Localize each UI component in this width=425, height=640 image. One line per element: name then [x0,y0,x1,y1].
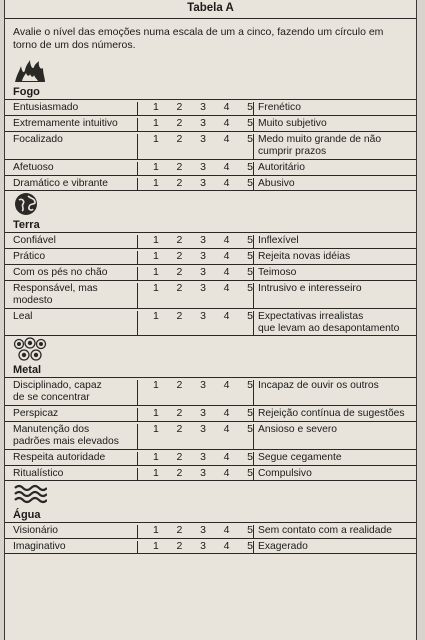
positive-trait-text: Disciplinado, capaz [13,380,102,391]
positive-trait-text: Com os pés no chão [13,267,108,278]
rating-option[interactable]: 2 [176,234,183,246]
rating-option[interactable]: 1 [153,282,159,294]
rating-option[interactable]: 2 [176,133,183,145]
rating-option[interactable]: 2 [176,282,183,294]
rating-scale [153,408,253,420]
rating-option[interactable]: 3 [200,177,206,189]
rating-scale [153,311,253,323]
rating-option[interactable]: 5 [247,467,253,479]
rating-scale [153,134,253,146]
positive-trait [13,102,138,115]
rating-scale [153,525,253,537]
rating-option[interactable]: 4 [223,234,230,246]
rating-option[interactable]: 4 [223,540,230,552]
rating-option[interactable]: 1 [153,540,159,552]
positive-trait-text: modesto [13,294,53,306]
rating-scale [153,283,253,295]
positive-trait-text: Respeita autoridade [13,452,106,463]
rating-option[interactable]: 5 [247,540,253,552]
rating-option[interactable]: 1 [153,117,159,129]
negative-trait [253,311,418,335]
rating-scale [153,102,253,114]
rating-option[interactable]: 1 [153,451,159,463]
positive-trait-text: Confiável [13,235,56,246]
rating-option[interactable]: 4 [223,117,230,129]
rating-option[interactable]: 4 [223,133,230,145]
negative-trait-text: Intrusivo e interesseiro [258,283,362,294]
section-name: Metal [13,364,42,376]
positive-trait [13,311,138,335]
rating-option[interactable]: 3 [200,161,206,173]
table-row [5,522,416,538]
rating-option[interactable]: 4 [223,524,230,536]
positive-trait [13,525,138,538]
rating-option[interactable]: 2 [176,266,183,278]
negative-trait-text: Autoritário [258,162,305,173]
section-header [5,191,416,232]
positive-trait-text: Perspicaz [13,408,59,419]
rating-option[interactable]: 3 [200,467,206,479]
negative-trait [253,468,418,480]
positive-trait-text: Afetuoso [13,162,54,173]
rating-option[interactable]: 5 [247,310,253,322]
section-header [5,58,416,99]
instructions-text: Avalie o nível das emoções numa escala de um a cinco, fazendo um círculo em torno de um dos números. [13,26,384,51]
rating-option[interactable]: 3 [200,282,206,294]
rating-option[interactable]: 5 [247,407,253,419]
rating-option[interactable]: 5 [247,282,253,294]
rating-option[interactable]: 4 [223,250,230,262]
rating-option[interactable]: 2 [176,451,183,463]
negative-trait [253,452,418,465]
positive-trait-text: Ritualístico [13,468,64,479]
positive-trait [13,118,138,131]
table-title: Tabela A [5,0,416,19]
rating-option[interactable]: 4 [223,423,230,435]
negative-trait-text: que levam ao desapontamento [258,322,400,334]
section-name: Terra [13,219,40,231]
rating-option[interactable]: 3 [200,250,206,262]
rating-option[interactable]: 4 [223,101,230,113]
positive-trait-text: Focalizado [13,134,63,145]
rating-option[interactable]: 2 [176,467,183,479]
negative-trait [253,134,418,159]
rating-option[interactable]: 2 [176,177,183,189]
negative-trait-text: Compulsivo [258,468,312,479]
negative-trait-text: Medo muito grande de não [258,134,382,145]
rating-scale [153,452,253,464]
rating-option[interactable]: 3 [200,451,206,463]
section-header [5,336,416,377]
rating-option[interactable]: 4 [223,451,230,463]
rating-scale [153,162,253,174]
positive-trait [13,283,138,308]
negative-trait-text: Exagerado [258,541,308,552]
section-rows [5,522,416,554]
rating-option[interactable]: 2 [176,379,183,391]
rating-option[interactable]: 5 [247,133,253,145]
rating-option[interactable]: 5 [247,423,253,435]
rating-option[interactable]: 1 [153,234,159,246]
negative-trait-text: Frenético [258,102,301,113]
positive-trait [13,162,138,175]
negative-trait-text: Ansioso e severo [258,424,337,435]
section-name: Fogo [13,86,40,98]
table-row [5,377,416,405]
positive-trait-text: Imaginativo [13,541,66,552]
rating-option[interactable]: 3 [200,379,206,391]
table-row [5,405,416,421]
negative-trait [253,251,418,264]
rating-option[interactable]: 2 [176,524,183,536]
positive-trait-text: Entusiasmado [13,102,79,113]
table-row [5,99,416,115]
positive-trait [13,541,138,553]
rating-option[interactable]: 3 [200,540,206,552]
earth-globe-icon [13,191,416,217]
rating-option[interactable]: 1 [153,467,159,479]
rating-option[interactable]: 2 [176,423,183,435]
rating-scale [153,267,253,279]
rating-option[interactable]: 4 [223,177,230,189]
rating-option[interactable]: 5 [247,234,253,246]
rating-option[interactable]: 1 [153,101,159,113]
rating-option[interactable]: 5 [247,101,253,113]
table-row [5,159,416,175]
rating-option[interactable]: 1 [153,266,159,278]
rating-option[interactable]: 5 [247,524,253,536]
positive-trait [13,178,138,190]
negative-trait [253,235,418,248]
section-name: Água [13,509,41,521]
rating-option[interactable]: 1 [153,310,159,322]
rating-option[interactable]: 2 [176,101,183,113]
table-row [5,115,416,131]
negative-trait-text: Abusivo [258,178,295,189]
positive-trait-text: de se concentrar [13,391,90,403]
rating-option[interactable]: 3 [200,407,206,419]
rating-option[interactable]: 4 [223,161,230,173]
rating-option[interactable]: 3 [200,234,206,246]
negative-trait-text: Muito subjetivo [258,118,327,129]
negative-trait [253,267,418,280]
section-rows [5,232,416,336]
rating-scale [153,424,253,436]
table-row [5,264,416,280]
table-page [4,0,417,640]
positive-trait-text: Responsável, mas [13,283,98,294]
rating-option[interactable]: 1 [153,524,159,536]
negative-trait-text: Segue cegamente [258,452,342,463]
section-header [5,481,416,522]
negative-trait [253,541,418,553]
positive-trait [13,267,138,280]
rating-option[interactable]: 4 [223,266,230,278]
positive-trait-text: Visionário [13,525,59,536]
rating-option[interactable]: 4 [223,379,230,391]
rating-option[interactable]: 3 [200,524,206,536]
flame-icon [13,58,416,84]
rating-option[interactable]: 5 [247,266,253,278]
positive-trait-text: Manutenção dos [13,424,90,435]
table-row [5,232,416,248]
table-row [5,308,416,336]
positive-trait [13,468,138,480]
positive-trait [13,134,138,159]
water-waves-icon [13,481,416,507]
metal-coins-icon [13,336,416,362]
rating-scale [153,541,253,553]
table-row [5,131,416,159]
rating-option[interactable]: 5 [247,161,253,173]
rating-option[interactable]: 5 [247,451,253,463]
negative-trait-text: Expectativas irrealistas [258,311,364,322]
table-row [5,538,416,554]
positive-trait [13,452,138,465]
rating-option[interactable]: 1 [153,407,159,419]
rating-option[interactable]: 2 [176,117,183,129]
rating-option[interactable]: 4 [223,282,230,294]
section-rows [5,99,416,191]
rating-scale [153,251,253,263]
positive-trait-text: Extremamente intuitivo [13,118,118,129]
rating-option[interactable]: 4 [223,467,230,479]
rating-option[interactable]: 3 [200,423,206,435]
section-rows [5,377,416,481]
negative-trait [253,380,418,405]
table-row [5,465,416,481]
rating-scale [153,235,253,247]
positive-trait-text: Leal [13,311,33,322]
positive-trait [13,380,138,405]
negative-trait-text: cumprir prazos [258,145,327,157]
negative-trait [253,408,418,421]
rating-scale [153,468,253,480]
rating-option[interactable]: 2 [176,161,183,173]
table-row [5,248,416,264]
rating-scale [153,118,253,130]
negative-trait [253,118,418,131]
negative-trait [253,424,418,449]
rating-option[interactable]: 5 [247,379,253,391]
rating-option[interactable]: 5 [247,117,253,129]
rating-scale [153,178,253,190]
table-row [5,280,416,308]
rating-option[interactable]: 1 [153,161,159,173]
rating-option[interactable]: 3 [200,117,206,129]
rating-option[interactable]: 1 [153,379,159,391]
sections-container [5,58,416,554]
negative-trait [253,102,418,115]
positive-trait [13,424,138,449]
negative-trait-text: Rejeição contínua de sugestões [258,408,405,419]
negative-trait-text: Incapaz de ouvir os outros [258,380,379,391]
rating-option[interactable]: 2 [176,310,183,322]
negative-trait [253,525,418,538]
positive-trait-text: Prático [13,251,46,262]
table-row [5,421,416,449]
positive-trait-text: padrões mais elevados [13,435,119,447]
table-row [5,449,416,465]
rating-option[interactable]: 5 [247,177,253,189]
rating-scale [153,380,253,392]
table-row [5,175,416,191]
negative-trait-text: Sem contato com a realidade [258,525,392,536]
rating-option[interactable]: 3 [200,310,206,322]
rating-option[interactable]: 2 [176,540,183,552]
negative-trait [253,283,418,308]
rating-option[interactable]: 5 [247,250,253,262]
rating-option[interactable]: 1 [153,423,159,435]
rating-option[interactable]: 2 [176,250,183,262]
positive-trait [13,251,138,264]
rating-option[interactable]: 4 [223,407,230,419]
negative-trait-text: Inflexível [258,235,299,246]
rating-option[interactable]: 2 [176,407,183,419]
rating-option[interactable]: 4 [223,310,230,322]
rating-option[interactable]: 3 [200,101,206,113]
positive-trait [13,408,138,421]
negative-trait [253,178,418,190]
rating-option[interactable]: 1 [153,177,159,189]
negative-trait-text: Rejeita novas idéias [258,251,351,262]
rating-option[interactable]: 1 [153,250,159,262]
positive-trait [13,235,138,248]
rating-option[interactable]: 3 [200,266,206,278]
negative-trait-text: Teimoso [258,267,297,278]
rating-option[interactable]: 3 [200,133,206,145]
rating-option[interactable]: 1 [153,133,159,145]
negative-trait [253,162,418,175]
positive-trait-text: Dramático e vibrante [13,178,108,189]
